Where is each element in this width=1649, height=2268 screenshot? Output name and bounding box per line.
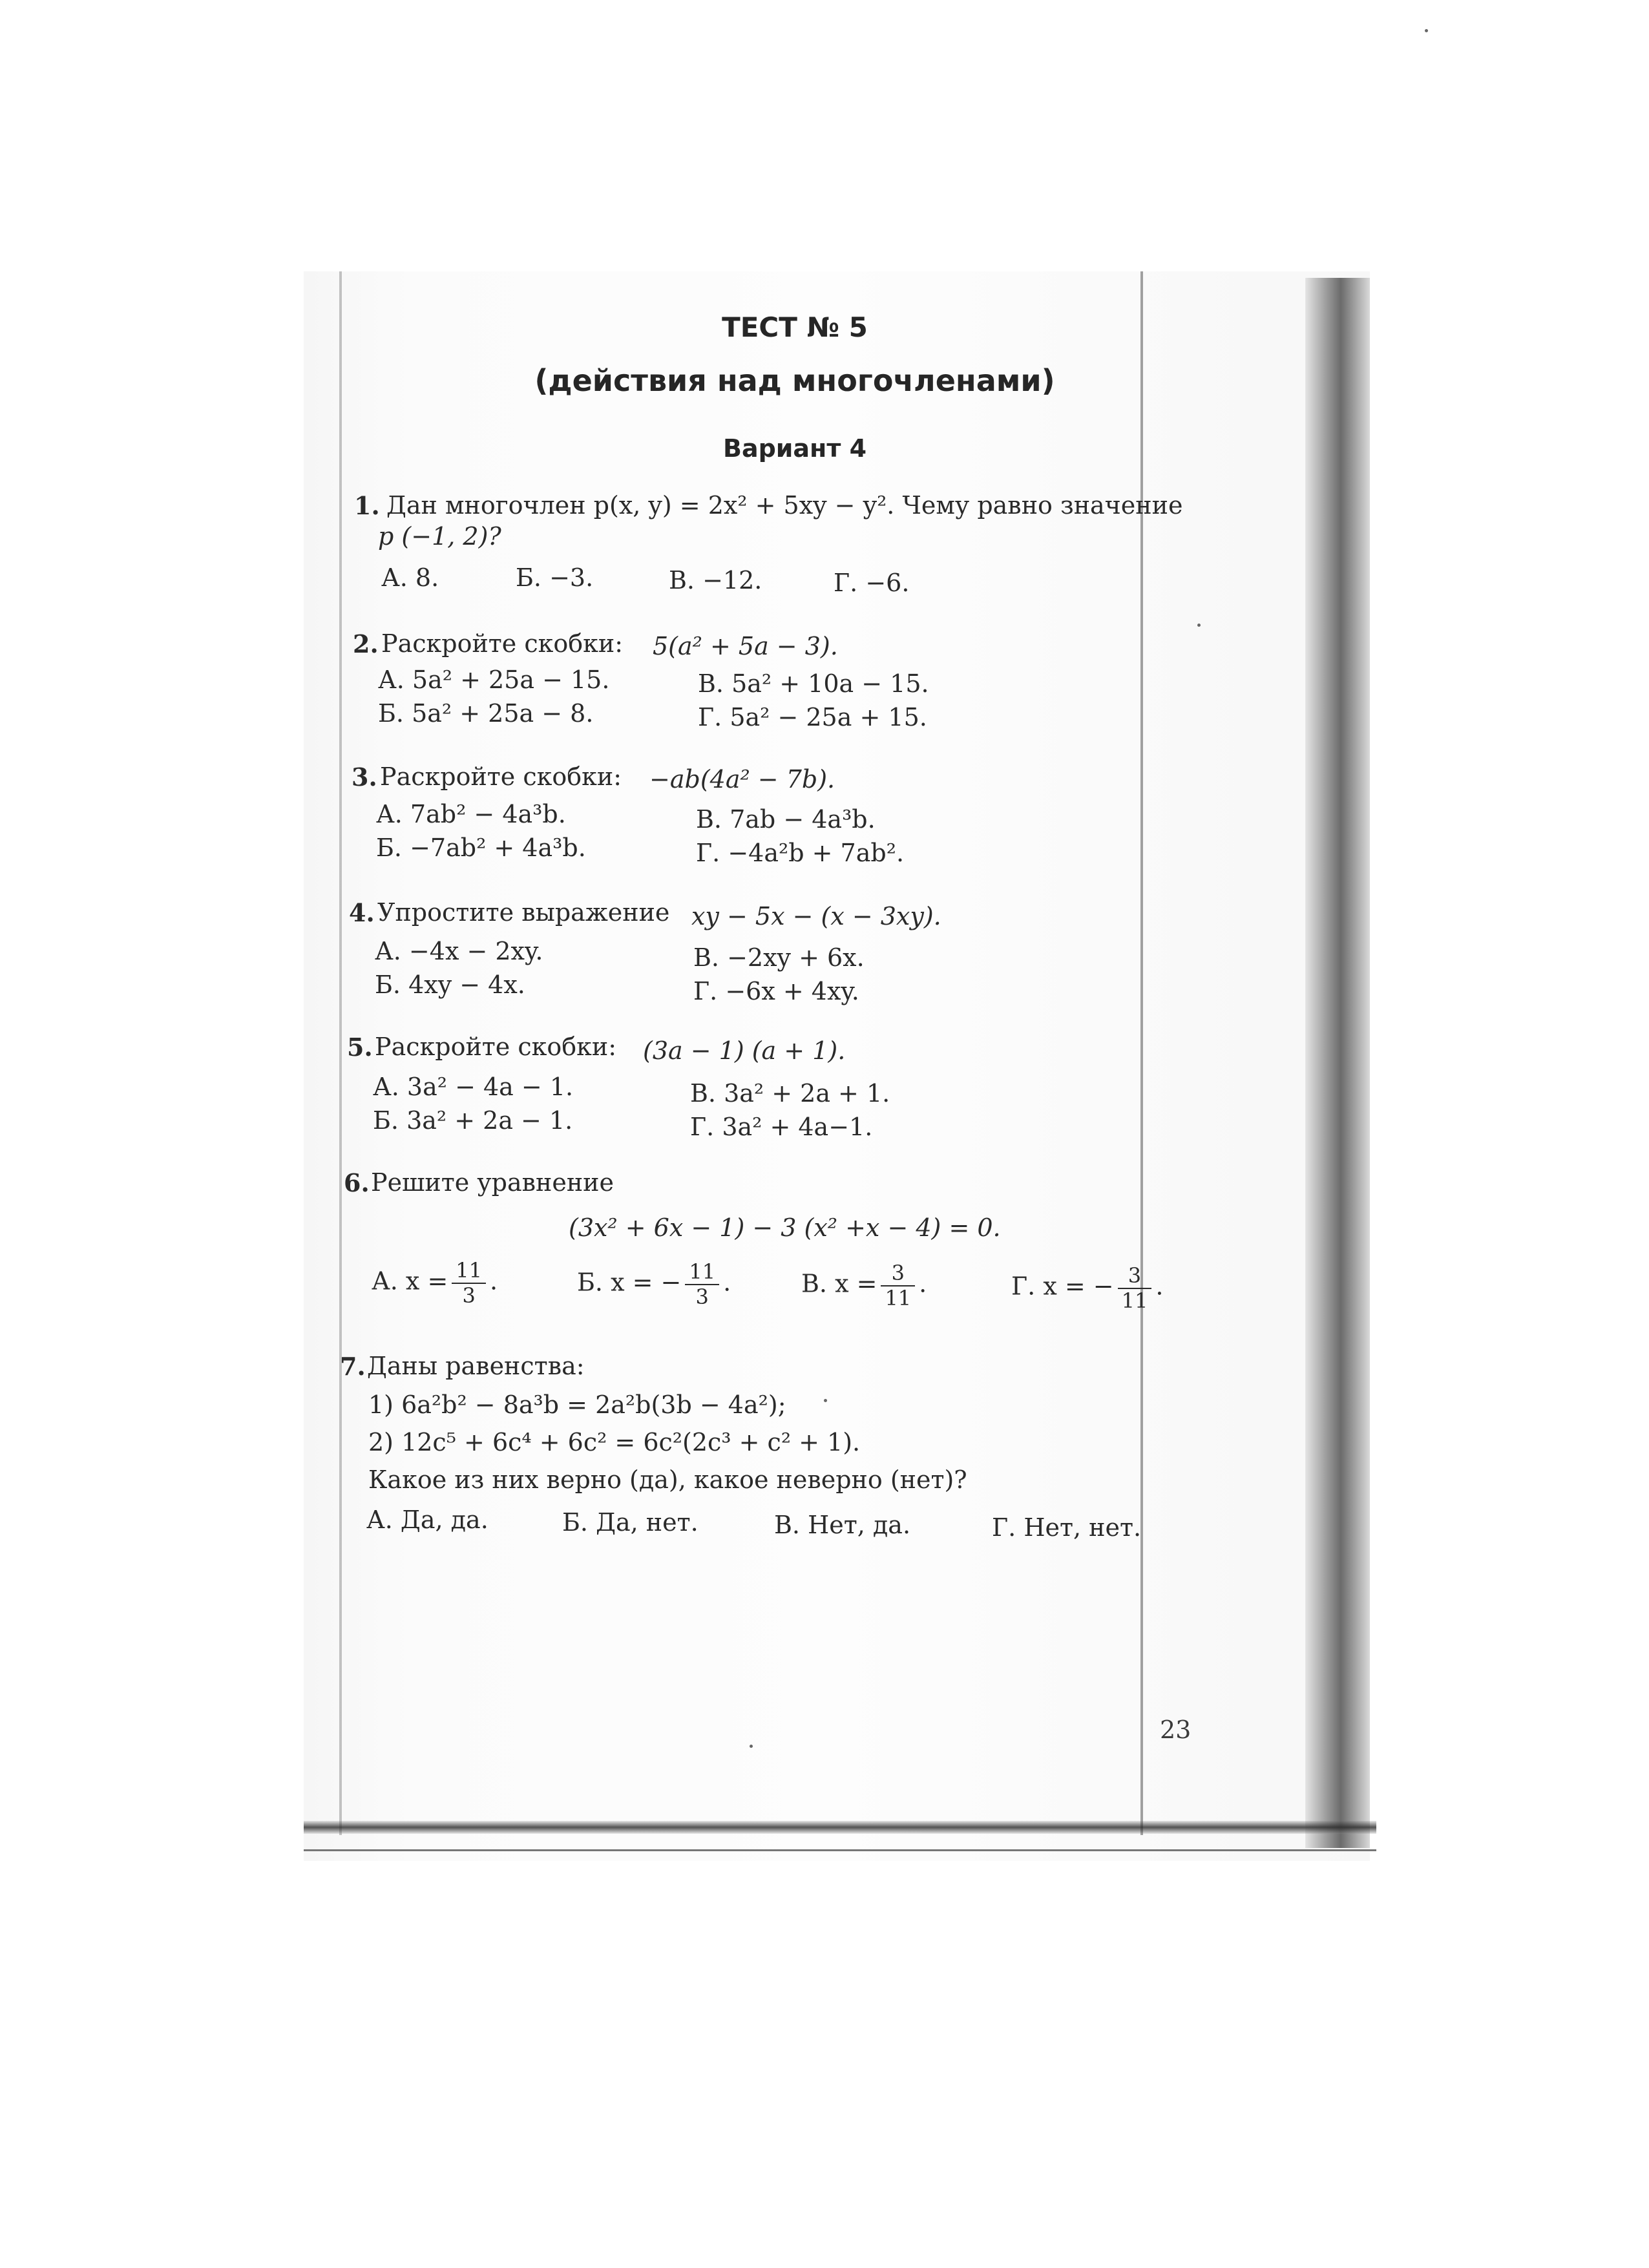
fraction-numerator: 3 (881, 1261, 915, 1286)
question-text: Даны равенства: (367, 1352, 585, 1380)
answer-suffix: . (1155, 1272, 1164, 1301)
fraction-denominator: 11 (1121, 1288, 1148, 1313)
answer-prefix: Б. x = − (577, 1268, 682, 1297)
answer-d: Г. −6. (834, 569, 910, 597)
answer-a: А. −4x − 2xy. (375, 937, 543, 965)
fraction (685, 1260, 719, 1309)
answer-b: Б. Да, нет. (562, 1508, 698, 1537)
fraction-denominator: 3 (462, 1283, 476, 1308)
test-subtitle: (действия над многочленами) (534, 363, 1055, 398)
answer-a: А. 3a² − 4a − 1. (373, 1073, 574, 1101)
question-text: Дан многочлен p(x, y) = 2x² + 5xy − y². Чему равно значение (386, 491, 1183, 520)
fraction-numerator: 3 (1118, 1264, 1152, 1289)
scan-speck (824, 1399, 827, 1402)
question-expression: (3a − 1) (a + 1). (643, 1036, 846, 1065)
answer-d: Г. Нет, нет. (992, 1513, 1142, 1542)
equality-2: 2) 12c⁵ + 6c⁴ + 6c² = 6c²(2c³ + c² + 1). (368, 1428, 861, 1456)
answer-c: В. −12. (669, 566, 762, 594)
answer-c: В. 7ab − 4a³b. (696, 805, 876, 834)
answer-a (372, 1259, 498, 1308)
answer-d: Г. 3a² + 4a−1. (690, 1113, 873, 1141)
answer-suffix: . (490, 1266, 498, 1296)
test-title: ТЕСТ № 5 (722, 311, 868, 343)
equation: (3x² + 6x − 1) − 3 (x² +x − 4) = 0. (569, 1213, 1001, 1242)
answer-b: Б. −3. (516, 563, 594, 592)
question-text: Раскройте скобки: (380, 762, 622, 791)
question-number: 6. (344, 1168, 370, 1197)
question-number: 5. (347, 1033, 373, 1062)
question-text: Раскройте скобки: (381, 629, 624, 658)
answer-c: В. −2xy + 6x. (693, 943, 865, 972)
answer-suffix: . (919, 1269, 927, 1298)
question-number: 2. (353, 629, 379, 658)
page-number: 23 (1160, 1716, 1192, 1744)
answer-b: Б. 4xy − 4x. (375, 971, 525, 999)
answer-suffix: . (723, 1268, 731, 1297)
scan-speck (1425, 29, 1428, 32)
answer-b: Б. −7ab² + 4a³b. (376, 834, 586, 862)
fraction (881, 1261, 915, 1310)
answer-a: А. 7ab² − 4a³b. (376, 800, 566, 828)
question-expression: 5(a² + 5a − 3). (653, 632, 838, 660)
question-prompt: Какое из них верно (да), какое неверно (нет)? (368, 1465, 967, 1494)
fraction (1118, 1264, 1152, 1313)
question-number: 1. (354, 491, 380, 520)
answer-c: В. 5a² + 10a − 15. (698, 669, 929, 698)
equality-1: 1) 6a²b² − 8a³b = 2a²b(3b − 4a²); (368, 1391, 786, 1419)
question-number: 4. (349, 898, 375, 927)
question-number: 7. (340, 1352, 366, 1381)
question-text: Решите уравнение (371, 1168, 614, 1197)
fraction-numerator: 11 (685, 1260, 719, 1285)
answer-b: Б. 5a² + 25a − 8. (378, 699, 594, 728)
fraction-denominator: 11 (885, 1285, 912, 1310)
scan-speck (1197, 624, 1201, 627)
answer-a: А. Да, да. (366, 1506, 488, 1534)
answer-c: В. 3a² + 2a + 1. (690, 1079, 890, 1108)
question-number: 3. (352, 762, 377, 792)
answer-a: А. 5a² + 25a − 15. (378, 666, 610, 694)
binding-shadow-right (1305, 278, 1370, 1848)
answer-a: А. 8. (381, 563, 439, 592)
question-expression: −ab(4a² − 7b). (649, 765, 835, 793)
fraction-numerator: 11 (452, 1259, 486, 1284)
answer-prefix: Г. x = − (1011, 1272, 1114, 1301)
fraction-denominator: 3 (695, 1284, 709, 1309)
question-text: Упростите выражение (377, 898, 670, 927)
answer-prefix: А. x = (372, 1266, 448, 1296)
question-text-continued: p (−1, 2)? (378, 522, 501, 551)
question-text: Раскройте скобки: (375, 1033, 617, 1061)
answer-b (577, 1260, 731, 1309)
answer-c (801, 1261, 927, 1310)
answer-b: Б. 3a² + 2a − 1. (373, 1106, 573, 1135)
answer-c: В. Нет, да. (774, 1511, 911, 1539)
scan-border-bottom (304, 1849, 1376, 1851)
scan-speck (750, 1745, 753, 1748)
binding-shadow-bottom (304, 1821, 1376, 1834)
fraction (452, 1259, 486, 1308)
answer-d (1011, 1264, 1163, 1313)
question-expression: xy − 5x − (x − 3xy). (691, 902, 941, 930)
answer-prefix: В. x = (801, 1269, 877, 1298)
answer-d: Г. −6x + 4xy. (693, 977, 859, 1005)
page-edge-left (339, 271, 342, 1835)
answer-d: Г. 5a² − 25a + 15. (698, 703, 927, 731)
variant-label: Вариант 4 (722, 434, 867, 463)
answer-d: Г. −4a²b + 7ab². (696, 839, 905, 867)
